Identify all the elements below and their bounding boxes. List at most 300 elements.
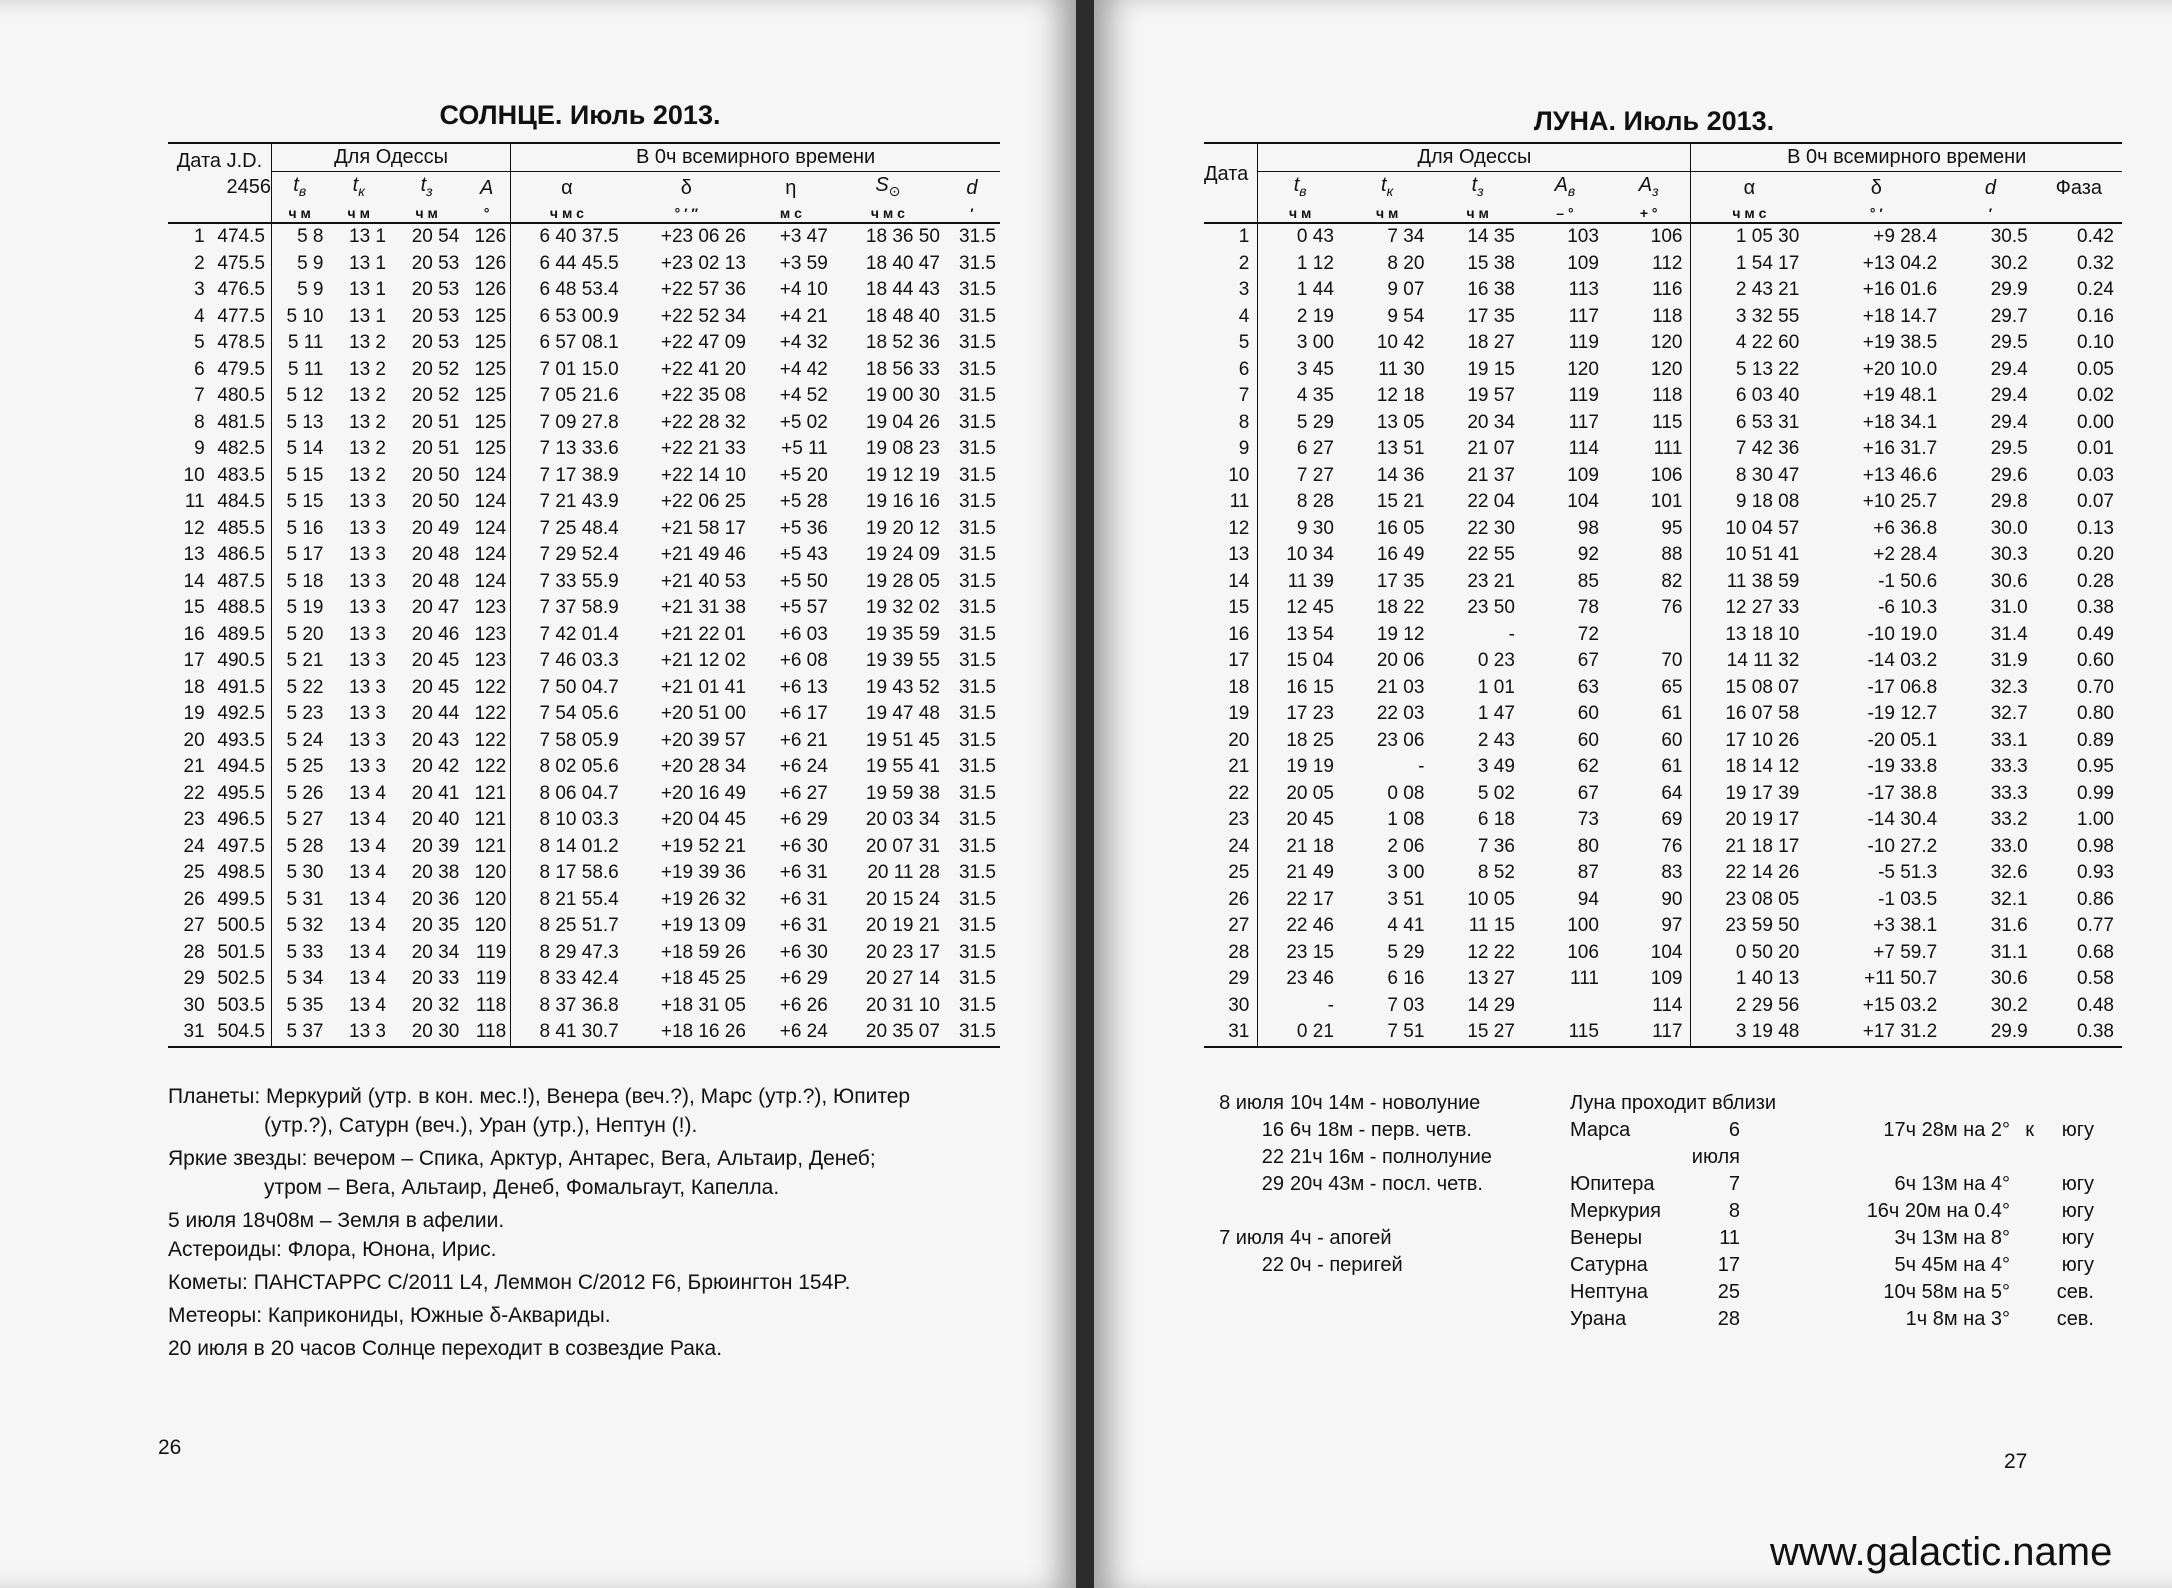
sun-cell-delta: +22 21 33 bbox=[660, 438, 746, 459]
moon-cell-day: 21 bbox=[1228, 756, 1250, 777]
table-row bbox=[168, 277, 1000, 304]
sun-cell-tz: 20 50 bbox=[411, 491, 460, 512]
table-row bbox=[1204, 1019, 2122, 1047]
table-row bbox=[168, 728, 1000, 755]
moon-d-unit: ′ bbox=[1988, 205, 1993, 221]
sun-cell-tz: 20 53 bbox=[411, 332, 460, 353]
sun-cell-tv: 5 37 bbox=[271, 1019, 327, 1047]
sun-cell-tv: 5 17 bbox=[271, 542, 327, 569]
approach-direction: югу bbox=[2061, 1119, 2094, 1141]
phase-text: 6ч 18м - перв. четв. bbox=[1290, 1119, 1472, 1141]
sun-cell-diameter: 31.5 bbox=[959, 358, 996, 380]
sun-cell-azimuth: 121 bbox=[474, 835, 507, 857]
sun-cell-tk: 13 2 bbox=[349, 332, 386, 353]
table-row bbox=[1204, 993, 2122, 1020]
delta-unit: ° ′ ″ bbox=[674, 205, 699, 221]
sun-cell-azimuth: 120 bbox=[474, 888, 507, 910]
moon-cell-delta: +6 36.8 bbox=[1873, 517, 1938, 539]
table-row bbox=[1204, 728, 2122, 755]
table-row bbox=[1204, 463, 2122, 490]
moon-cell-delta: -19 33.8 bbox=[1867, 756, 1938, 777]
sun-cell-delta: +23 02 13 bbox=[660, 252, 746, 274]
alpha-header: α bbox=[511, 171, 623, 204]
moon-tv-sub: в bbox=[1299, 182, 1307, 199]
sun-cell-delta: +20 51 00 bbox=[660, 703, 746, 724]
moon-cell-tv: 4 35 bbox=[1258, 383, 1342, 410]
sun-cell-azimuth: 126 bbox=[474, 279, 507, 300]
sun-cell-delta: +18 59 26 bbox=[660, 941, 746, 963]
moon-cell-diameter: 29.4 bbox=[1990, 411, 2028, 433]
sun-cell-alpha: 7 21 43.9 bbox=[511, 489, 623, 516]
tz-sub: з bbox=[426, 182, 433, 199]
moon-cell-tv: 13 54 bbox=[1258, 622, 1342, 649]
moon-cell-av: 73 bbox=[1577, 809, 1599, 830]
sun-cell-alpha: 7 54 05.6 bbox=[511, 701, 623, 728]
sun-cell-eta: +6 29 bbox=[779, 809, 828, 830]
moon-cell-tz: 10 05 bbox=[1467, 888, 1515, 910]
table-row bbox=[168, 622, 1000, 649]
moon-cell-tv: 10 34 bbox=[1258, 542, 1342, 569]
moon-cell-alpha: 1 40 13 bbox=[1691, 966, 1807, 993]
moon-cell-diameter: 32.1 bbox=[1990, 888, 2028, 910]
moon-cell-tz: 14 35 bbox=[1467, 226, 1515, 247]
sun-cell-eta: +5 50 bbox=[779, 570, 828, 592]
sun-cell-alpha: 7 42 01.4 bbox=[511, 622, 623, 649]
sun-cell-sidereal: 19 39 55 bbox=[865, 650, 940, 671]
list-item bbox=[1570, 1252, 2130, 1279]
moon-cell-av: 100 bbox=[1567, 915, 1599, 936]
jd-base-label: 2456 bbox=[226, 176, 271, 198]
sun-cell-delta: +19 39 36 bbox=[660, 862, 746, 883]
moon-cell-diameter: 30.2 bbox=[1990, 252, 2028, 274]
table-row bbox=[1204, 807, 2122, 834]
approach-date: 6 июля bbox=[1691, 1119, 1740, 1168]
list-item bbox=[1204, 1090, 1504, 1117]
sun-cell-tv: 5 24 bbox=[271, 728, 327, 755]
moon-cell-av: 115 bbox=[1568, 1021, 1599, 1042]
sun-cell-alpha: 8 14 01.2 bbox=[511, 834, 623, 861]
sun-cell-azimuth: 123 bbox=[474, 597, 507, 618]
moon-cell-tz: 15 38 bbox=[1467, 252, 1515, 274]
sun-cell-jd: 478.5 bbox=[217, 332, 265, 353]
sun-cell-diameter: 31.5 bbox=[959, 703, 996, 724]
sun-cell-tk: 13 4 bbox=[349, 782, 386, 804]
moon-cell-av: 114 bbox=[1568, 438, 1599, 459]
moon-cell-av: 104 bbox=[1567, 491, 1599, 512]
table-row bbox=[168, 542, 1000, 569]
moon-cell-alpha: 9 18 08 bbox=[1691, 489, 1807, 516]
moon-cell-tk: 2 06 bbox=[1387, 835, 1425, 857]
table-row bbox=[1204, 675, 2122, 702]
sun-cell-azimuth: 125 bbox=[474, 385, 507, 406]
sun-cell-tv: 5 18 bbox=[271, 569, 327, 596]
moon-cell-alpha: 1 05 30 bbox=[1691, 223, 1807, 251]
sun-cell-jd: 496.5 bbox=[217, 809, 265, 830]
moon-cell-alpha: 11 38 59 bbox=[1691, 569, 1807, 596]
moon-cell-day: 8 bbox=[1238, 411, 1250, 433]
sun-cell-tk: 13 3 bbox=[349, 676, 386, 698]
sun-cell-tv: 5 23 bbox=[271, 701, 327, 728]
moon-cell-tk: 8 20 bbox=[1387, 252, 1425, 274]
sun-cell-eta: +4 32 bbox=[779, 332, 828, 353]
moon-cell-tz: 3 49 bbox=[1477, 756, 1515, 777]
sun-cell-tv: 5 19 bbox=[271, 595, 327, 622]
sun-cell-alpha: 7 05 21.6 bbox=[511, 383, 623, 410]
moon-cell-tk: 18 22 bbox=[1376, 597, 1425, 618]
sun-cell-jd: 476.5 bbox=[217, 279, 265, 300]
d-header: d bbox=[966, 176, 978, 199]
sun-cell-tz: 20 54 bbox=[411, 226, 460, 247]
phase-date: 22 bbox=[1261, 1146, 1284, 1168]
moon-cell-av: 103 bbox=[1567, 226, 1599, 247]
sun-cell-diameter: 31.5 bbox=[959, 809, 996, 830]
moon-cell-alpha: 16 07 58 bbox=[1691, 701, 1807, 728]
table-row bbox=[168, 410, 1000, 437]
sun-cell-tz: 20 40 bbox=[411, 809, 460, 830]
sun-cell-sidereal: 20 31 10 bbox=[865, 994, 940, 1016]
sun-cell-sidereal: 19 08 23 bbox=[865, 438, 940, 459]
moon-tv-unit: ч м bbox=[1258, 204, 1342, 223]
sun-cell-eta: +3 47 bbox=[779, 226, 828, 247]
moon-az-sub: з bbox=[1652, 182, 1659, 199]
sun-cell-azimuth: 124 bbox=[474, 517, 507, 539]
sun-cell-tk: 13 3 bbox=[349, 623, 386, 645]
sun-cell-day: 26 bbox=[183, 888, 205, 910]
sun-cell-diameter: 31.5 bbox=[959, 597, 996, 618]
table-row bbox=[168, 781, 1000, 808]
moon-cell-tk: 19 12 bbox=[1376, 623, 1425, 645]
moon-cell-phase: 0.16 bbox=[2077, 305, 2114, 327]
moon-cell-delta: +17 31.2 bbox=[1862, 1021, 1938, 1042]
sun-cell-azimuth: 124 bbox=[474, 491, 507, 512]
moon-cell-phase: 0.10 bbox=[2077, 332, 2114, 353]
moon-cell-phase: 0.98 bbox=[2077, 835, 2114, 857]
approach-direction: югу bbox=[2061, 1173, 2094, 1195]
sun-cell-jd: 477.5 bbox=[217, 305, 265, 327]
moon-tz-symbol: t bbox=[1471, 173, 1478, 196]
moon-cell-tk: 15 21 bbox=[1376, 491, 1425, 512]
sun-cell-tk: 13 1 bbox=[349, 305, 386, 327]
sun-cell-jd: 502.5 bbox=[217, 968, 265, 989]
sun-cell-alpha: 7 46 03.3 bbox=[511, 648, 623, 675]
sun-cell-day: 28 bbox=[183, 941, 205, 963]
sun-cell-azimuth: 125 bbox=[474, 358, 507, 380]
sun-cell-sidereal: 18 36 50 bbox=[865, 226, 940, 247]
moon-cell-tv: 19 19 bbox=[1258, 754, 1342, 781]
moon-cell-alpha: 6 53 31 bbox=[1691, 410, 1807, 437]
sun-cell-alpha: 6 53 00.9 bbox=[511, 304, 623, 331]
approach-direction: югу bbox=[2061, 1200, 2094, 1222]
table-row bbox=[1204, 277, 2122, 304]
phase-date: 22 bbox=[1261, 1254, 1284, 1276]
approach-prep bbox=[2010, 1225, 2034, 1252]
note-stars-line1: Яркие звезды: вечером – Спика, Арктур, Антарес, Вега, Альтаир, Денеб; bbox=[168, 1147, 876, 1170]
table-row bbox=[1204, 701, 2122, 728]
moon-cell-az: 118 bbox=[1652, 385, 1683, 406]
sun-cell-diameter: 31.5 bbox=[959, 835, 996, 857]
book-gutter bbox=[1076, 0, 1094, 1588]
sun-cell-jd: 499.5 bbox=[217, 888, 265, 910]
approach-planet: Нептуна bbox=[1570, 1281, 1648, 1303]
phase-text: 10ч 14м - новолуние bbox=[1290, 1092, 1481, 1114]
odessa-header: Для Одессы bbox=[271, 143, 510, 171]
moon-cell-day: 16 bbox=[1228, 623, 1250, 645]
list-item bbox=[1570, 1279, 2130, 1306]
moon-cell-tk: 6 16 bbox=[1387, 968, 1425, 989]
moon-cell-diameter: 30.6 bbox=[1990, 570, 2028, 592]
sun-cell-azimuth: 125 bbox=[474, 411, 507, 433]
moon-cell-tv: 6 27 bbox=[1258, 436, 1342, 463]
sun-cell-day: 14 bbox=[183, 570, 205, 592]
sun-cell-delta: +20 39 57 bbox=[660, 729, 746, 751]
sun-cell-day: 25 bbox=[183, 862, 205, 883]
moon-tk-unit: ч м bbox=[1375, 205, 1399, 221]
a-header: A bbox=[480, 176, 494, 199]
sun-cell-sidereal: 20 11 28 bbox=[867, 862, 940, 883]
moon-cell-delta: -6 10.3 bbox=[1878, 597, 1938, 618]
sun-cell-alpha: 8 17 58.6 bbox=[511, 860, 623, 887]
moon-cell-alpha: 12 27 33 bbox=[1691, 595, 1807, 622]
moon-cell-tv: 20 05 bbox=[1258, 781, 1342, 808]
moon-cell-alpha: 23 59 50 bbox=[1691, 913, 1807, 940]
moon-cell-delta: +16 31.7 bbox=[1862, 438, 1938, 459]
sun-cell-alpha: 8 02 05.6 bbox=[511, 754, 623, 781]
approach-planet: Урана bbox=[1570, 1308, 1627, 1330]
sun-cell-jd: 497.5 bbox=[217, 835, 265, 857]
sun-cell-azimuth: 124 bbox=[474, 464, 507, 486]
sun-cell-alpha: 7 37 58.9 bbox=[511, 595, 623, 622]
moon-cell-tv: 22 17 bbox=[1258, 887, 1342, 914]
sun-cell-eta: +6 24 bbox=[779, 756, 828, 777]
note-meteors: Метеоры: Каприкониды, Южные δ-Аквариды. bbox=[168, 1304, 611, 1327]
moon-cell-day: 7 bbox=[1238, 385, 1250, 406]
tv-header bbox=[271, 171, 327, 204]
moon-cell-alpha: 17 10 26 bbox=[1691, 728, 1807, 755]
moon-cell-delta: +16 01.6 bbox=[1862, 279, 1938, 300]
table-row bbox=[168, 993, 1000, 1020]
sun-cell-tz: 20 52 bbox=[411, 358, 460, 380]
sun-cell-azimuth: 118 bbox=[475, 1021, 507, 1042]
moon-cell-tk: 11 30 bbox=[1378, 358, 1425, 380]
sun-cell-eta: +5 20 bbox=[779, 464, 828, 486]
moon-cell-tz: 1 47 bbox=[1477, 703, 1515, 724]
sun-cell-day: 8 bbox=[194, 411, 205, 433]
table-row bbox=[168, 304, 1000, 331]
sun-cell-azimuth: 122 bbox=[474, 756, 507, 777]
sun-ephemeris-table bbox=[168, 142, 1000, 1048]
sun-cell-delta: +22 14 10 bbox=[660, 464, 746, 486]
sun-cell-day: 1 bbox=[194, 226, 205, 247]
sun-cell-day: 22 bbox=[183, 782, 205, 804]
moon-alpha-header: α bbox=[1691, 171, 1807, 204]
note-aphelion: 5 июля 18ч08м – Земля в афелии. bbox=[168, 1209, 505, 1232]
moon-cell-tk: 13 51 bbox=[1376, 438, 1425, 459]
moon-cell-tz: 6 18 bbox=[1477, 809, 1515, 830]
moon-cell-alpha: 4 22 60 bbox=[1691, 330, 1807, 357]
sun-cell-alpha: 7 25 48.4 bbox=[511, 516, 623, 543]
tv-sub: в bbox=[298, 182, 307, 199]
sun-cell-tk: 13 3 bbox=[349, 491, 386, 512]
table-row bbox=[168, 383, 1000, 410]
sun-cell-jd: 487.5 bbox=[217, 570, 265, 592]
list-item bbox=[1204, 1171, 1504, 1198]
moon-cell-phase: 0.07 bbox=[2077, 491, 2114, 512]
moon-table-body bbox=[1204, 223, 2122, 1047]
moon-cell-tv: 7 27 bbox=[1258, 463, 1342, 490]
moon-cell-diameter: 29.9 bbox=[1990, 279, 2028, 300]
moon-cell-tk: 12 18 bbox=[1376, 385, 1425, 406]
sun-cell-eta: +6 31 bbox=[779, 915, 828, 936]
moon-cell-alpha: 3 32 55 bbox=[1691, 304, 1807, 331]
moon-cell-phase: 0.68 bbox=[2077, 941, 2114, 963]
moon-cell-tk: 17 35 bbox=[1376, 570, 1425, 592]
moon-cell-day: 3 bbox=[1238, 279, 1250, 300]
a-unit: ° bbox=[483, 205, 490, 221]
moon-phases-list bbox=[1204, 1090, 1504, 1279]
sun-cell-eta: +6 27 bbox=[779, 782, 828, 804]
approach-time: 16ч 20м на 0.4° bbox=[1866, 1200, 2010, 1222]
moon-cell-tz: 5 02 bbox=[1477, 782, 1515, 804]
sun-cell-delta: +23 06 26 bbox=[660, 226, 746, 247]
tv-symbol: t bbox=[293, 173, 299, 196]
list-item bbox=[1570, 1225, 2130, 1252]
moon-cell-tz: 11 15 bbox=[1468, 915, 1515, 936]
sun-cell-azimuth: 125 bbox=[474, 305, 507, 327]
moon-cell-alpha: 3 19 48 bbox=[1691, 1019, 1807, 1047]
moon-cell-diameter: 30.0 bbox=[1990, 517, 2028, 539]
moon-cell-az: 82 bbox=[1661, 570, 1683, 592]
moon-cell-tz: 7 36 bbox=[1477, 835, 1515, 857]
moon-cell-phase: 0.03 bbox=[2077, 464, 2114, 486]
sun-cell-tz: 20 44 bbox=[411, 703, 460, 724]
moon-cell-phase: 0.20 bbox=[2077, 544, 2114, 565]
moon-cell-az: 106 bbox=[1650, 226, 1683, 247]
moon-cell-alpha: 7 42 36 bbox=[1691, 436, 1807, 463]
sun-cell-diameter: 31.5 bbox=[959, 252, 996, 274]
page-number-left: 26 bbox=[158, 1436, 182, 1459]
sun-cell-tv: 5 34 bbox=[271, 966, 327, 993]
approach-planet: Юпитера bbox=[1570, 1173, 1655, 1195]
sun-cell-delta: +22 06 25 bbox=[660, 491, 746, 512]
moon-cell-tk: 21 03 bbox=[1376, 676, 1425, 698]
sun-cell-eta: +6 31 bbox=[779, 862, 828, 883]
approach-prep bbox=[2010, 1306, 2034, 1333]
moon-cell-tv: 20 45 bbox=[1258, 807, 1342, 834]
moon-cell-day: 10 bbox=[1228, 464, 1250, 486]
sun-cell-day: 11 bbox=[184, 491, 205, 512]
moon-cell-day: 2 bbox=[1238, 252, 1250, 274]
sun-cell-sidereal: 20 23 17 bbox=[865, 941, 940, 963]
sun-cell-sidereal: 18 56 33 bbox=[865, 358, 940, 380]
s0-header bbox=[832, 171, 944, 204]
eta-unit: м с bbox=[779, 205, 802, 221]
moon-cell-az: 76 bbox=[1661, 597, 1683, 618]
table-row bbox=[168, 516, 1000, 543]
sun-cell-day: 30 bbox=[183, 994, 205, 1016]
moon-cell-tv: - bbox=[1258, 993, 1342, 1020]
table-row bbox=[1204, 383, 2122, 410]
sun-cell-alpha: 8 41 30.7 bbox=[511, 1019, 623, 1047]
table-row bbox=[168, 648, 1000, 675]
sun-cell-day: 31 bbox=[183, 1021, 205, 1042]
table-row bbox=[1204, 940, 2122, 967]
moon-cell-delta: -10 27.2 bbox=[1867, 835, 1938, 857]
sun-cell-alpha: 6 44 45.5 bbox=[511, 251, 623, 278]
sun-cell-tz: 20 53 bbox=[411, 279, 460, 300]
phase-date: 29 bbox=[1261, 1173, 1284, 1195]
moon-cell-az: 120 bbox=[1650, 358, 1683, 380]
approach-time: 17ч 28м на 2° bbox=[1883, 1119, 2010, 1141]
moon-cell-tv: 3 45 bbox=[1258, 357, 1342, 384]
moon-cell-alpha: 20 19 17 bbox=[1691, 807, 1807, 834]
moon-cell-phase: 0.38 bbox=[2077, 1021, 2114, 1042]
sun-cell-jd: 500.5 bbox=[217, 915, 265, 936]
approach-date: 8 bbox=[1728, 1200, 1740, 1222]
moon-cell-az: 95 bbox=[1661, 517, 1683, 539]
sun-cell-azimuth: 123 bbox=[474, 623, 507, 645]
note-comets: Кометы: ПАНСТАРРС C/2011 L4, Леммон C/2012 F6, Брюингтон 154P. bbox=[168, 1271, 851, 1294]
moon-cell-av: 85 bbox=[1577, 570, 1599, 592]
sun-cell-delta: +21 22 01 bbox=[660, 623, 746, 645]
moon-date-header: Дата bbox=[1204, 162, 1249, 185]
approach-direction: югу bbox=[2061, 1254, 2094, 1276]
moon-cell-phase: 0.99 bbox=[2077, 782, 2114, 804]
moon-cell-day: 25 bbox=[1228, 862, 1250, 883]
sun-cell-sidereal: 18 44 43 bbox=[865, 279, 940, 300]
sun-cell-sidereal: 19 16 16 bbox=[865, 491, 940, 512]
moon-cell-day: 4 bbox=[1238, 305, 1250, 327]
note-constellation: 20 июля в 20 часов Солнце переходит в созвездие Рака. bbox=[168, 1337, 723, 1360]
sun-cell-tk: 13 4 bbox=[349, 968, 386, 989]
moon-cell-alpha: 15 08 07 bbox=[1691, 675, 1807, 702]
moon-cell-delta: -1 50.6 bbox=[1878, 570, 1938, 592]
sun-cell-delta: +20 28 34 bbox=[660, 756, 746, 777]
moon-cell-az: 90 bbox=[1661, 888, 1683, 910]
moon-cell-tv: 21 18 bbox=[1258, 834, 1342, 861]
alpha-unit: ч м с bbox=[511, 204, 623, 223]
sun-cell-alpha: 8 37 36.8 bbox=[511, 993, 623, 1020]
tk-sub: к bbox=[358, 182, 365, 199]
note-planets bbox=[168, 1082, 1008, 1140]
moon-cell-diameter: 31.1 bbox=[1990, 941, 2028, 963]
sun-cell-tv: 5 30 bbox=[271, 860, 327, 887]
sun-cell-alpha: 8 25 51.7 bbox=[511, 913, 623, 940]
note-stars bbox=[168, 1144, 1008, 1202]
sun-cell-diameter: 31.5 bbox=[959, 729, 996, 751]
sun-cell-sidereal: 20 03 34 bbox=[865, 809, 940, 830]
moon-cell-tv: 1 44 bbox=[1258, 277, 1342, 304]
moon-cell-tz: 19 15 bbox=[1467, 358, 1515, 380]
moon-cell-tz: 1 01 bbox=[1477, 676, 1515, 698]
sun-cell-tk: 13 4 bbox=[349, 862, 386, 883]
moon-cell-delta: -14 03.2 bbox=[1867, 650, 1938, 671]
sun-cell-eta: +4 10 bbox=[779, 279, 828, 300]
sun-cell-alpha: 8 29 47.3 bbox=[511, 940, 623, 967]
table-row bbox=[168, 436, 1000, 463]
sun-cell-jd: 498.5 bbox=[217, 862, 265, 883]
moon-cell-az: 83 bbox=[1661, 862, 1683, 883]
table-row bbox=[1204, 966, 2122, 993]
sun-cell-delta: +21 40 53 bbox=[660, 570, 746, 592]
moon-cell-day: 31 bbox=[1228, 1021, 1250, 1042]
sun-cell-eta: +6 08 bbox=[779, 650, 828, 671]
moon-cell-delta: +2 28.4 bbox=[1873, 544, 1938, 565]
moon-cell-tk: 20 06 bbox=[1376, 650, 1425, 671]
moon-cell-av: 63 bbox=[1577, 676, 1599, 698]
moon-cell-av: 109 bbox=[1567, 252, 1599, 274]
moon-cell-diameter: 31.6 bbox=[1990, 915, 2028, 936]
moon-cell-tv: 0 43 bbox=[1258, 223, 1342, 251]
